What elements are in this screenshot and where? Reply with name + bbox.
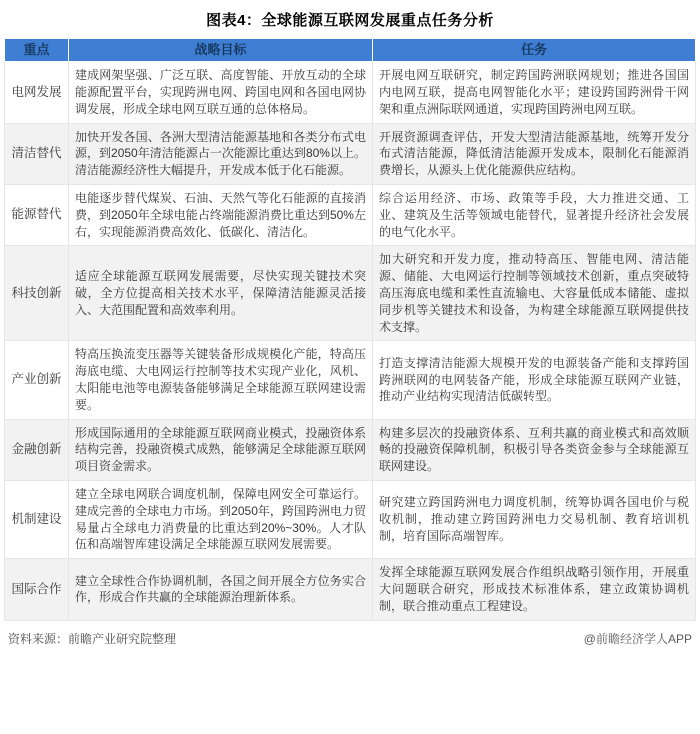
row-task-cell: 研究建立跨国跨洲电力调度机制，统筹协调各国电价与税收机制，推动建立跨国跨洲电力交易机制、教育培训机制，培育国际高端智库。: [373, 480, 696, 558]
table-row: [5, 480, 696, 558]
table-row: [5, 246, 696, 341]
footer: [4, 621, 696, 647]
page: [0, 9, 700, 647]
table-row: [5, 559, 696, 620]
row-goal-cell: 适应全球能源互联网发展需要，尽快实现关键技术突破，全方位提高相关技术水平，保障清洁能源灵活接入、大范围配置和高效率利用。: [69, 246, 373, 341]
row-goal-cell: 电能逐步替代煤炭、石油、天然气等化石能源的直接消费，到2050年全球电能占终端能源消费比重达到50%左右，实现能源消费高效化、低碳化、清洁化。: [69, 185, 373, 246]
row-goal-cell: 加快开发各国、各洲大型清洁能源基地和各类分布式电源，到2050年清洁能源占一次能源比重达到80%以上。清洁能源经济性大幅提升，开发成本低于化石能源。: [69, 123, 373, 184]
row-goal-cell: 建成网架坚强、广泛互联、高度智能、开放互动的全球能源配置平台，实现跨洲电网、跨国电网和各国电网协调发展，形成全球电网互联互通的总体格局。: [69, 62, 373, 123]
column-header-focus: 重点: [5, 39, 69, 62]
row-goal-cell: 形成国际通用的全球能源互联网商业模式，投融资体系结构完善，投融资模式成熟，能够满足全球能源互联网项目资金需求。: [69, 419, 373, 480]
row-focus-cell: 能源替代: [5, 185, 69, 246]
table-row: [5, 185, 696, 246]
page-title: 图表4：全球能源互联网发展重点任务分析: [206, 12, 494, 29]
column-header-goal: 战略目标: [69, 39, 373, 62]
row-focus-cell: 电网发展: [5, 62, 69, 123]
row-focus-cell: 清洁替代: [5, 123, 69, 184]
table-row: [5, 419, 696, 480]
row-focus-cell: 国际合作: [5, 559, 69, 620]
watermark: @前瞻经济学人APP: [583, 631, 692, 646]
row-task-cell: 打造支撑清洁能源大规模开发的电源装备产能和支撑跨国跨洲联网的电网装备产能，形成全球能源互联网产业链，推动产业结构实现清洁低碳转型。: [373, 341, 696, 419]
row-goal-cell: 特高压换流变压器等关键装备形成规模化产能，特高压海底电缆、大电网运行控制等技术实现产业化，风机、太阳能电池等电源装备能够满足全球能源互联网建设需要。: [69, 341, 373, 419]
row-goal-cell: 建立全球电网联合调度机制，保障电网安全可靠运行。建成完善的全球电力市场。到2050年，跨国跨洲电力贸易量占全球电力消费量的比重达到20%~30%。人才队伍和高端智库建设满足全球能源互联网发展需要。: [69, 480, 373, 558]
table-row: [5, 62, 696, 123]
row-task-cell: 构建多层次的投融资体系、互利共赢的商业模式和高效顺畅的投融资保障机制，积极引导各类资金参与全球能源互联网建设。: [373, 419, 696, 480]
row-focus-cell: 机制建设: [5, 480, 69, 558]
row-task-cell: 开展电网互联研究，制定跨国跨洲联网规划；推进各国国内电网互联，提高电网智能化水平；建设跨国跨洲骨干网架和重点洲际联网通道，实现跨国跨洲电网互联。: [373, 62, 696, 123]
row-task-cell: 发挥全球能源互联网发展合作组织战略引领作用，开展重大问题联合研究，形成技术标准体系，建立政策协调机制，联合推动重点工程建设。: [373, 559, 696, 620]
row-task-cell: 综合运用经济、市场、政策等手段，大力推进交通、工业、建筑及生活等领域电能替代，显著提升经济社会发展的电气化水平。: [373, 185, 696, 246]
row-focus-cell: 金融创新: [5, 419, 69, 480]
row-goal-cell: 建立全球性合作协调机制，各国之间开展全方位务实合作，形成合作共赢的全球能源治理新体系。: [69, 559, 373, 620]
source-note: 资料来源：前瞻产业研究院整理: [8, 631, 177, 646]
task-table: [4, 38, 696, 621]
table-row: [5, 123, 696, 184]
row-task-cell: 开展资源调查评估，开发大型清洁能源基地，统筹开发分布式清洁能源，降低清洁能源开发成本，限制化石能源消费增长，从源头上优化能源供应结构。: [373, 123, 696, 184]
table-row: [5, 341, 696, 419]
row-focus-cell: 产业创新: [5, 341, 69, 419]
row-task-cell: 加大研究和开发力度，推动特高压、智能电网、清洁能源、储能、大电网运行控制等领域技术创新，重点突破特高压海底电缆和柔性直流输电、大容量低成本储能、虚拟同步机等关键技术和设备，为构建全球能源互联网提供技术支撑。: [373, 246, 696, 341]
column-header-task: 任务: [373, 39, 696, 62]
row-focus-cell: 科技创新: [5, 246, 69, 341]
table-header-row: [5, 39, 696, 62]
